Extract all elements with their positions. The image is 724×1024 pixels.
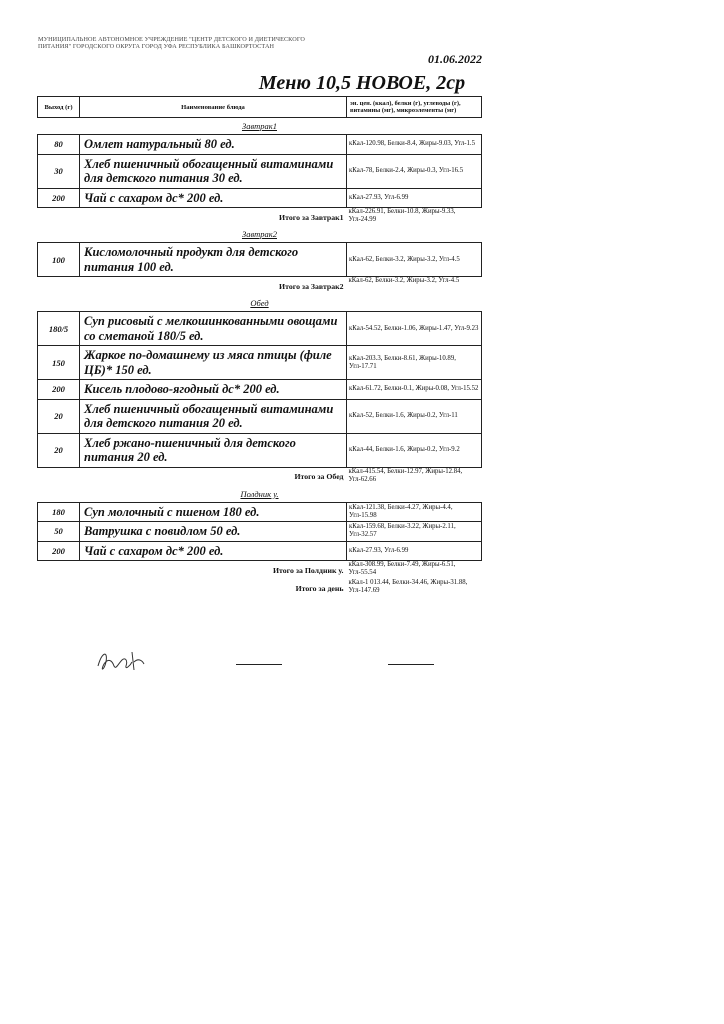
section-total-value: кКал-415.54, Белки-12.97, Жиры-12.84, Угл-62.66 bbox=[348, 467, 463, 483]
signature-line bbox=[236, 664, 282, 665]
dish-name: Ватрушка с повидлом 50 ед. bbox=[80, 522, 347, 542]
dish-nutrition: кКал-78, Белки-2.4, Жиры-0.3, Угл-16.5 bbox=[347, 154, 482, 188]
menu-table bbox=[37, 96, 482, 597]
table-row bbox=[38, 135, 482, 155]
menu-title: Меню 10,5 НОВОЕ, 2ср bbox=[258, 72, 466, 94]
dish-yield: 100 bbox=[38, 243, 80, 277]
table-row bbox=[38, 346, 482, 380]
section-total-value: кКал-62, Белки-3.2, Жиры-3.2, Угл-4.5 bbox=[348, 277, 460, 284]
dish-yield: 20 bbox=[38, 399, 80, 433]
dish-name: Хлеб пшеничный обогащенный витаминами для детского питания 30 ед. bbox=[80, 154, 347, 188]
section-title: Обед bbox=[250, 298, 269, 308]
dish-yield: 200 bbox=[38, 541, 80, 561]
dish-nutrition: кКал-120.98, Белки-8.4, Жиры-9.03, Угл-1.5 bbox=[347, 135, 482, 155]
dish-name: Суп молочный с пшеном 180 ед. bbox=[80, 502, 347, 522]
section-total-label: Итого за Завтрак2 bbox=[279, 281, 344, 291]
table-header-row bbox=[38, 97, 482, 118]
section-total-label: Итого за Полдник у. bbox=[272, 565, 344, 575]
dish-yield: 200 bbox=[38, 380, 80, 400]
day-total-value: кКал-1 013.44, Белки-34.46, Жиры-31.88, Угл-147.69 bbox=[348, 579, 468, 594]
dish-name: Жаркое по-домашнему из мяса птицы (филе ЦБ)* 150 ед. bbox=[80, 346, 347, 380]
signature-mark bbox=[92, 644, 152, 678]
table-row bbox=[38, 399, 482, 433]
dish-yield: 150 bbox=[38, 346, 80, 380]
section-total-row bbox=[38, 277, 482, 296]
dish-name: Омлет натуральный 80 ед. bbox=[80, 135, 347, 155]
dish-nutrition: кКал-27.93, Угл-6.99 bbox=[347, 541, 482, 561]
section-total-row bbox=[38, 208, 482, 227]
organization-name: МУНИЦИПАЛЬНОЕ АВТОНОМНОЕ УЧРЕЖДЕНИЕ "ЦЕНТР ДЕТСКОГО И ДИЕТИЧЕСКОГО ПИТАНИЯ" ГОРОДСКОГО ОКРУГА ГОРОД УФА РЕСПУБЛИКА БАШКОРТОСТАН bbox=[38, 36, 305, 50]
table-row bbox=[38, 188, 482, 208]
dish-name: Хлеб ржано-пшеничный для детского питания 20 ед. bbox=[80, 433, 347, 467]
dish-nutrition: кКал-52, Белки-1.6, Жиры-0.2, Угл-11 bbox=[347, 399, 482, 433]
section-row bbox=[38, 486, 482, 503]
section-title: Полдник у. bbox=[240, 488, 279, 499]
dish-yield: 30 bbox=[38, 154, 80, 188]
dish-nutrition: кКал-203.3, Белки-8.61, Жиры-10.89, Угл-17.71 bbox=[347, 346, 482, 380]
table-row bbox=[38, 502, 482, 522]
col-nutrition-header: эн. цен. (ккал), белки (г), углеводы (г), витамины (мг), микроэлементы (мг) bbox=[347, 97, 482, 118]
section-total-row bbox=[38, 467, 482, 486]
dish-nutrition: кКал-121.38, Белки-4.27, Жиры-4.4, Угл-15.98 bbox=[347, 502, 482, 522]
table-row bbox=[38, 380, 482, 400]
dish-name: Кисель плодово-ягодный дс* 200 ед. bbox=[80, 380, 347, 400]
col-name-header: Наименование блюда bbox=[80, 97, 347, 118]
day-total-row bbox=[38, 579, 482, 597]
section-title: Завтрак2 bbox=[241, 229, 277, 239]
dish-nutrition: кКал-159.68, Белки-3.22, Жиры-2.11, Угл-32.57 bbox=[347, 522, 482, 542]
dish-yield: 180 bbox=[38, 502, 80, 522]
table-row bbox=[38, 541, 482, 561]
section-row bbox=[38, 295, 482, 312]
day-total-label: Итого за день bbox=[295, 583, 344, 593]
dish-yield: 200 bbox=[38, 188, 80, 208]
table-row bbox=[38, 312, 482, 346]
col-yield-header: Выход (г) bbox=[38, 97, 80, 118]
menu-date: 01.06.2022 bbox=[428, 52, 482, 66]
dish-name: Чай с сахаром дс* 200 ед. bbox=[80, 188, 347, 208]
dish-yield: 80 bbox=[38, 135, 80, 155]
table-row bbox=[38, 433, 482, 467]
dish-name: Суп рисовый с мелкошинкованными овощами со сметаной 180/5 ед. bbox=[80, 312, 347, 346]
section-row bbox=[38, 226, 482, 243]
dish-yield: 50 bbox=[38, 522, 80, 542]
dish-name: Кисломолочный продукт для детского питания 100 ед. bbox=[80, 243, 347, 277]
section-total-value: кКал-308.99, Белки-7.49, Жиры-6.51, Угл-55.54 bbox=[348, 561, 456, 576]
dish-nutrition: кКал-27.93, Угл-6.99 bbox=[347, 188, 482, 208]
section-total-label: Итого за Завтрак1 bbox=[279, 212, 344, 222]
dish-yield: 180/5 bbox=[38, 312, 80, 346]
section-title: Завтрак1 bbox=[241, 121, 277, 131]
dish-nutrition: кКал-62, Белки-3.2, Жиры-3.2, Угл-4.5 bbox=[347, 243, 482, 277]
section-total-row bbox=[38, 561, 482, 580]
dish-nutrition: кКал-44, Белки-1.6, Жиры-0.2, Угл-9.2 bbox=[347, 433, 482, 467]
dish-nutrition: кКал-54.52, Белки-1.06, Жиры-1.47, Угл-9.23 bbox=[347, 312, 482, 346]
table-row bbox=[38, 522, 482, 542]
dish-yield: 20 bbox=[38, 433, 80, 467]
section-total-label: Итого за Обед bbox=[294, 472, 344, 481]
table-row bbox=[38, 243, 482, 277]
dish-name: Хлеб пшеничный обогащенный витаминами для детского питания 20 ед. bbox=[80, 399, 347, 433]
table-row bbox=[38, 154, 482, 188]
dish-name: Чай с сахаром дс* 200 ед. bbox=[80, 541, 347, 561]
signature-line bbox=[388, 664, 434, 665]
dish-nutrition: кКал-61.72, Белки-0.1, Жиры-0.08, Угл-15.52 bbox=[347, 380, 482, 400]
section-total-value: кКал-226.91, Белки-10.8, Жиры-9.33, Угл-24.99 bbox=[348, 208, 456, 223]
section-row bbox=[38, 118, 482, 135]
